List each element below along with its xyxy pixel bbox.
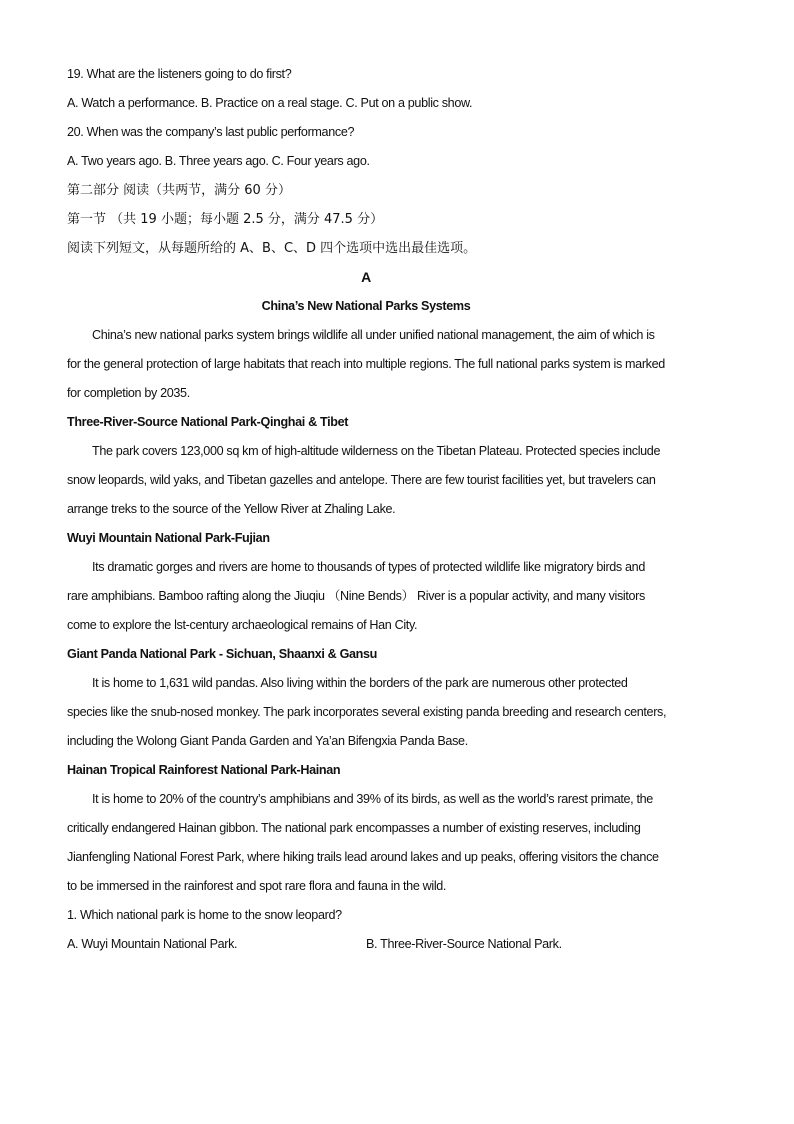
paragraph-line: come to explore the lst-century archaeological remains of Han City. [67, 618, 418, 632]
section-one-heading: 第一节 （共 19 小题；每小题 2.5 分，满分 47.5 分） [67, 212, 384, 227]
park-heading: Wuyi Mountain National Park-Fujian [67, 531, 270, 545]
paragraph-line: critically endangered Hainan gibbon. The national park encompasses a number of existing reserves, including [67, 821, 641, 835]
park-section-three-river-source [67, 408, 754, 524]
park-section-giant-panda [67, 640, 754, 756]
paragraph-line: The park covers 123,000 sq km of high-altitude wilderness on the Tibetan Plateau. Protected species include [92, 444, 661, 458]
park-heading: Hainan Tropical Rainforest National Park-Hainan [67, 763, 341, 777]
question-20-options: A. Two years ago. B. Three years ago. C. Four years ago. [67, 154, 370, 168]
paragraph-line: snow leopards, wild yaks, and Tibetan gazelles and antelope. There are few tourist facilities yet, but travelers can [67, 473, 656, 487]
question-20-stem: 20. When was the company’s last public performance? [67, 125, 355, 139]
question-1-stem: 1. Which national park is home to the snow leopard? [67, 908, 342, 922]
part-two-heading: 第二部分 阅读（共两节，满分 60 分） [67, 183, 291, 198]
paragraph-line: including the Wolong Giant Panda Garden and Ya’an Bifengxia Panda Base. [67, 734, 468, 748]
paragraph-line: It is home to 20% of the country’s amphibians and 39% of its birds, as well as the world’s rarest primate, the [92, 792, 653, 806]
park-heading: Three-River-Source National Park-Qinghai & Tibet [67, 415, 349, 429]
park-heading: Giant Panda National Park - Sichuan, Shaanxi & Gansu [67, 647, 378, 661]
paragraph-line: China’s new national parks system brings wildlife all under unified national management, the aim of which is [92, 328, 655, 342]
paragraph-line: for the general protection of large habitats that reach into multiple regions. The full national parks system is marked [67, 357, 665, 371]
question-1-option-a: A. Wuyi Mountain National Park. [67, 937, 238, 951]
paragraph-line: species like the snub-nosed monkey. The park incorporates several existing panda breeding and research centers, [67, 705, 667, 719]
question-1-options [67, 930, 754, 959]
park-section-hainan-rainforest [67, 756, 754, 901]
park-section-wuyi-mountain [67, 524, 754, 640]
question-19-options: A. Watch a performance. B. Practice on a real stage. C. Put on a public show. [67, 96, 473, 110]
paragraph-line: for completion by 2035. [67, 386, 190, 400]
passage-title: China’s New National Parks Systems [261, 299, 471, 313]
question-1-option-b: B. Three-River-Source National Park. [366, 937, 562, 951]
paragraph-line: Its dramatic gorges and rivers are home to thousands of types of protected wildlife like migratory birds and [92, 560, 645, 574]
paragraph-line: It is home to 1,631 wild pandas. Also living within the borders of the park are numerous other protected [92, 676, 628, 690]
paragraph-line: arrange treks to the source of the Yellow River at Zhaling Lake. [67, 502, 396, 516]
question-19-stem: 19. What are the listeners going to do first? [67, 67, 292, 81]
paragraph-line: Jianfengling National Forest Park, where hiking trails lead around lakes and up peaks, offering visitors the chance [67, 850, 659, 864]
passage-letter: A [361, 269, 371, 285]
passage-intro [67, 321, 754, 408]
reading-instruction: 阅读下列短文，从每题所给的 A、B、C、D 四个选项中选出最佳选项。 [67, 241, 477, 256]
paragraph-line: rare amphibians. Bamboo rafting along the Jiuqiu （Nine Bends） River is a popular activity, and many visitors [67, 589, 645, 603]
paragraph-line: to be immersed in the rainforest and spot rare flora and fauna in the wild. [67, 879, 447, 893]
